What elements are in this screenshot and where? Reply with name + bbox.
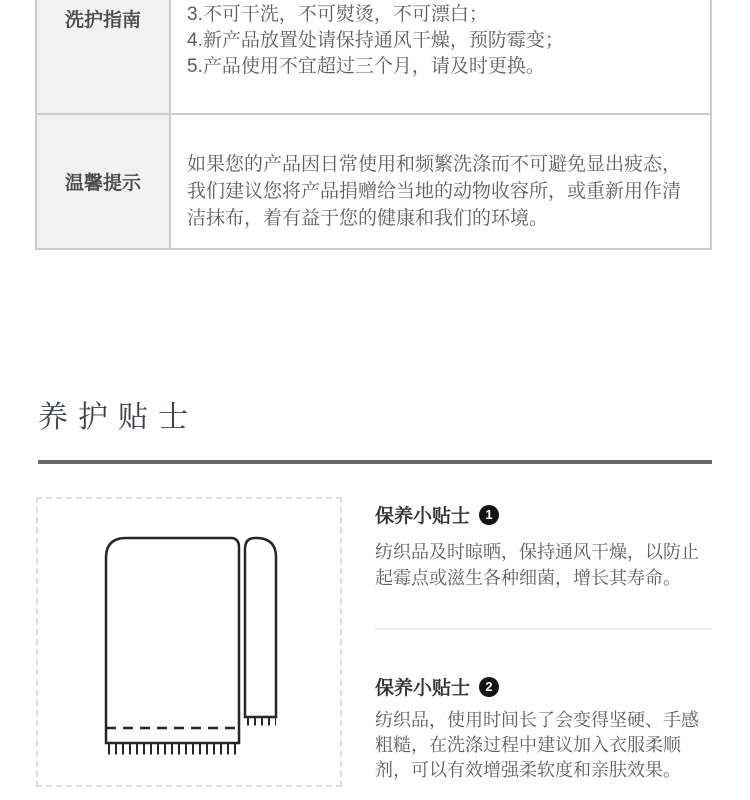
care-tip2-body — [375, 708, 715, 783]
care-spec-table — [35, 0, 712, 250]
care-tip1-heading — [375, 501, 499, 528]
wash-guide-line: 5.产品使用不宜超过三个月，请及时更换。 — [187, 56, 545, 77]
tip2-line: 纺织品，使用时间长了会变得坚硬、手感 — [375, 710, 699, 730]
circled-number-2-icon: 2 — [479, 677, 499, 697]
wash-guide-line: 3.不可干洗，不可熨烫，不可漂白； — [187, 4, 488, 25]
row-label-warm-tips — [37, 115, 171, 248]
wash-guide-line: 4.新产品放置处请保持通风干燥，预防霉变； — [187, 30, 564, 51]
tip1-line: 纺织品及时晾晒，保持通风干燥，以防止 — [375, 542, 699, 562]
tip1-line: 起霉点或滋生各种细菌，增长其寿命。 — [375, 568, 681, 588]
row-label-wash-guide — [37, 0, 171, 113]
tip2-line: 剂，可以有效增强柔软度和亲肤效果。 — [375, 760, 681, 780]
warm-tips-line: 洁抹布，着有益于您的健康和我们的环境。 — [187, 208, 549, 229]
table-row-warm-tips — [37, 113, 710, 248]
row-label-text: 洗护指南 — [64, 10, 141, 31]
section-divider-rule — [38, 460, 712, 464]
towel-illustration-box — [36, 497, 342, 787]
row-label-text: 温馨提示 — [64, 173, 141, 194]
warm-tips-line: 如果您的产品因日常使用和频繁洗涤而不可避免显出疲态， — [187, 154, 682, 175]
towel-icon — [38, 499, 340, 785]
care-tip1-title: 保养小贴士 — [375, 506, 471, 527]
section-title: 养护贴士 — [38, 401, 198, 434]
tip2-line: 粗糙，在洗涤过程中建议加入衣服柔顺 — [375, 735, 681, 755]
table-row-wash-guide — [37, 0, 710, 113]
warm-tips-line: 我们建议您将产品捐赠给当地的动物收容所，或重新用作清 — [187, 181, 682, 202]
care-tip2-title: 保养小贴士 — [375, 678, 471, 699]
care-tip2-heading — [375, 673, 499, 700]
row-content-wash-guide — [171, 0, 710, 113]
tips-divider — [375, 628, 712, 630]
care-tip1-body — [375, 539, 715, 591]
circled-number-1-icon: 1 — [479, 505, 499, 525]
row-content-warm-tips — [171, 115, 710, 248]
